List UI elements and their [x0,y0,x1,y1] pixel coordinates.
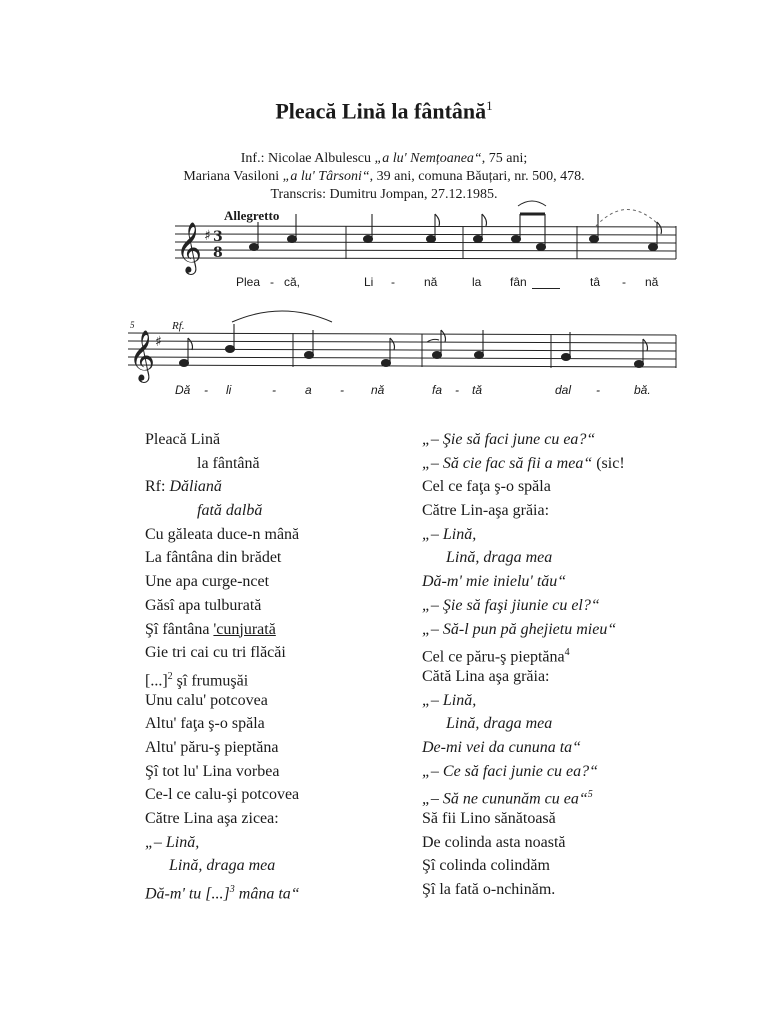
music-staff-1 [0,0,768,440]
informant-2-name: Mariana Vasiloni [183,169,283,184]
informant-2-nickname: „a lu' Târsoni“ [282,169,370,184]
lyric-line: Lină, draga mea [446,715,553,733]
lyric-line: De-mi vei da cununa ta“ [422,738,582,756]
syllable: bă. [634,383,651,397]
lyric-line: Şî tot lu' Lina vorbea [145,762,280,780]
song-title-text: Pleacă Lină la fântână [275,98,487,124]
footnote-marker: 5 [587,789,593,801]
syllable: - [596,383,600,397]
lyric-line: La fântâna din brădet [145,549,282,567]
syllable: Plea [236,275,261,289]
lyric-line: Lină, draga mea [169,857,276,875]
lyric-text: Dă-m' tu [...] [145,885,230,903]
lyric-line: Altu' păru-ş pieptăna [145,738,279,756]
lyric-line: Cu găleata duce-n mână [145,525,300,543]
syllable: nă [371,383,385,397]
title-footnote-marker: 1 [486,98,493,113]
lyric-line: Gie tri cai cu tri flăcăi [145,644,286,662]
lyric-line: Ce-l ce calu-şi potcovea [145,786,300,804]
lyric-line: Să fii Lino sănătoasă [422,810,556,827]
staff-1-lines [175,226,676,259]
lyric-text: şî frumuşăi [172,672,249,690]
lyric-line: „– Şie să faşi jiunie cu el?“ [422,596,600,614]
refrain-mark: Rf. [172,320,185,332]
underlined-word: 'cunjurată [213,620,276,638]
time-sig-top: 3 [213,229,223,245]
informant-1-nickname: „a lu' Nemțoanea“ [374,151,482,166]
slur-3 [232,311,332,322]
syllable: - [455,383,459,397]
syllable: li [226,383,232,397]
ellipsis-text: [...] [145,672,168,690]
lyric-line: la fântână [197,454,260,472]
lyric-line [422,641,722,665]
sharp-2-icon: ♯ [155,334,162,350]
tempo-marking: Allegretto [224,208,280,223]
slur-2 [596,209,658,226]
informant-2-details: , 39 ani, comuna Băuțari, nr. 500, 478. [369,169,585,184]
lyric-text: Şî fântâna [145,620,214,638]
syllable: tâ [590,275,601,289]
syllable: dal [555,383,572,397]
lyric-line: Către Lin-aşa grăia: [422,502,550,520]
footnote-marker: 3 [229,884,235,896]
lyric-text: „– Să ne cununăm cu ea“ [422,790,588,808]
sharp-icon: ♯ [204,228,211,244]
measure-number: 5 [130,320,135,330]
syllable: - [391,275,395,289]
lyric-line: Dă-m' mie inielu' tău“ [422,573,567,591]
lyric-line: Găsî apa tulburată [145,596,262,614]
informant-1-age: , 75 ani; [481,151,528,166]
syllable: - [204,383,208,397]
lyric-line: Cătă Lina aşa grăia: [422,667,550,685]
sic-note: (sic! [592,454,625,472]
lyrics-left-column [145,428,405,902]
syllable: tă [472,383,483,397]
melisma-line [532,288,560,289]
footnote-marker: 4 [564,647,570,659]
syllable: - [272,383,276,397]
lyric-line: Şî la fată o-nchinăm. [422,881,556,899]
lyric-line: „– Lină, [145,833,200,851]
lyric-line: „– Lină, [422,691,477,709]
lyric-line [145,665,405,689]
syllable: - [340,383,344,397]
footnote-marker: 2 [167,670,173,682]
staff-2-notes [180,324,648,368]
lyric-line: Şî colinda colindăm [422,857,550,875]
syllable: că, [284,275,301,289]
lyric-line: „– Lină, [422,525,477,543]
refrain-label: Rf: [145,478,170,496]
informant-1-name: Inf.: Nicolae Albulescu [240,151,375,166]
syllable: nă [645,275,659,289]
lyric-line: fată dalbă [197,502,263,520]
transcriber-line: Transcris: Dumitru Jompan, 27.12.1985. [270,187,498,202]
lyric-line: Cel ce faţa ş-o spăla [422,478,551,496]
slur-1 [518,201,546,206]
syllable: a [305,383,312,397]
lyric-line: Pleacă Lină [145,431,221,448]
staff-1-notes [250,214,662,251]
syllable: Li [364,275,374,289]
lyric-line: Altu' faţa ş-o spăla [145,715,265,733]
syllable: Dă [175,383,191,397]
treble-clef-2-icon: 𝄞 [129,330,156,381]
treble-clef-icon: 𝄞 [176,222,203,273]
lyric-line: Unu calu' potcovea [145,691,268,709]
lyric-line [145,618,405,642]
time-sig-bottom: 8 [213,245,223,261]
syllable: fa [432,383,443,397]
lyric-line [422,783,722,807]
lyric-text: „– Să cie fac să fii a mea“ [422,454,593,472]
lyric-line: De colinda asta noastă [422,833,566,851]
lyric-line: Une apa curge-ncet [145,573,270,591]
lyric-line: „– Şie să faci june cu ea?“ [422,431,596,448]
lyric-line: „– Să-l pun pă ghejietu mieu“ [422,620,617,638]
syllable: fân [510,275,527,289]
lyric-text: mâna ta“ [234,885,300,903]
lyric-line: Lină, draga mea [446,549,553,567]
lyric-text: Cel ce păru-ş pieptăna [422,648,565,666]
lyrics-right-column [422,428,722,902]
syllable: nă [424,275,438,289]
lyric-line [145,475,405,499]
syllable: - [270,275,274,289]
lyric-line: „– Ce să faci junie cu ea?“ [422,762,598,780]
lyric-line: Către Lina aşa zicea: [145,810,279,827]
syllable: la [472,275,482,289]
lyric-line [422,452,722,476]
syllable: - [622,275,626,289]
lyric-line [145,878,405,902]
refrain-text: Dăliană [169,478,222,496]
staff-2-lines [128,333,676,367]
